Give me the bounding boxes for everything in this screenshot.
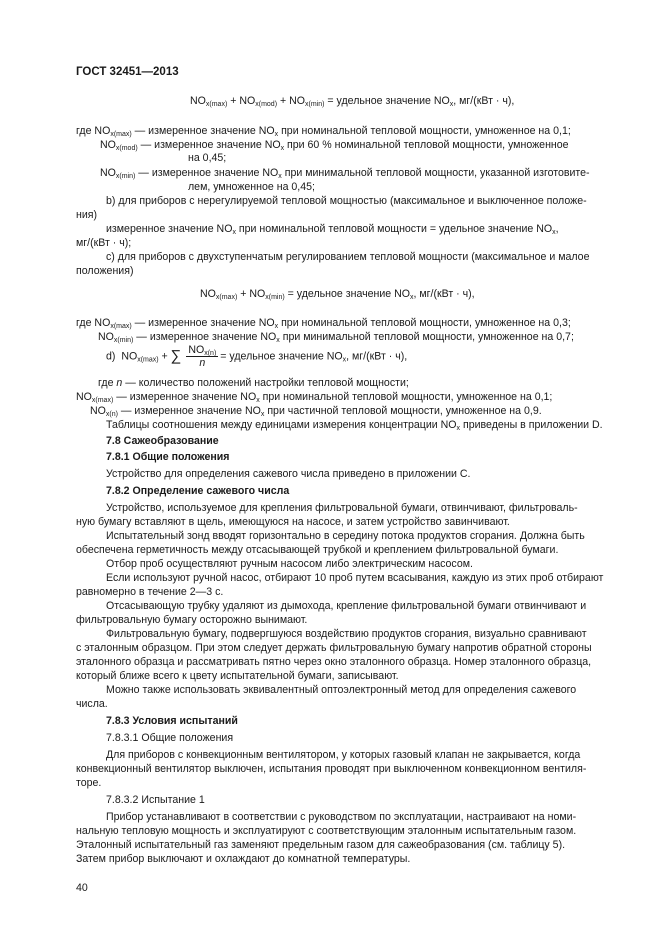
para-6-line-2: с эталонным образцом. При этом следует держать фильтровальную бумагу напротив обратной стороны — [76, 642, 592, 654]
item-b-equation: измеренное значение $NO_x$ при номинальной тепловой мощности = удельное значение $NO_x$, — [106, 223, 559, 236]
para-5-line-2: фильтровальную бумагу осторожно вынимают. — [76, 614, 308, 626]
section-7-8: 7.8 Сажеобразование — [106, 435, 219, 447]
fraction: $\frac{NO_{x(n)}}{n}$ — [188, 344, 217, 369]
para-7-line-2: числа. — [76, 698, 108, 710]
para-7-line-1: Можно также использовать эквивалентный оптоэлектронный метод для определения сажевого — [106, 684, 577, 696]
item-b-line-2: ния) — [76, 209, 98, 221]
para-9-line-3: Эталонный испытательный газ заменяют предельным газом для сажеобразования (см. таблицу 5). — [76, 839, 566, 851]
where-line-3-cont: лем, умноженное на 0,45; — [188, 181, 315, 193]
para-3-line-1: Отбор проб осуществляют ручным насосом либо электрическим насосом. — [106, 558, 473, 570]
page-number: 40 — [76, 882, 88, 894]
document-header: ГОСТ 32451—2013 — [76, 66, 179, 78]
d-where-line-2: $NO_{x(n)}$ — измеренное значение $NO_x$ при частичной тепловой мощности, умноженное на 0,9. — [90, 405, 542, 418]
item-c-line-1: c) для приборов с двухступенчатым регулированием тепловой мощности (максимальное и малое — [106, 251, 590, 263]
para-4-line-1: Если используют ручной насос, отбирают 10 проб путем всасывания, каждую из этих проб отбирают — [106, 572, 604, 584]
para-2-line-2: обеспечена герметичность между отсасывающей трубкой и креплением фильтровальной бумаги. — [76, 544, 559, 556]
d-where-line-0: где n — количество положений настройки тепловой мощности; — [98, 377, 409, 389]
d-where-line-1: $NO_{x(max)}$ — измеренное значение $NO_x$ при номинальной тепловой мощности, умноженное на 0,1; — [76, 391, 553, 404]
formula-a: $NO_{x(max)} + NO_{x(mod)} + NO_{x(min)}$ = удельное значение $NO_x$, мг/(кВт · ч), — [190, 95, 515, 108]
para-9-line-1: Прибор устанавливают в соответствии с руководством по эксплуатации, настраивают на номи- — [106, 811, 577, 823]
para-5-line-1: Отсасывающую трубку удаляют из дымохода, крепление фильтровальной бумаги отвинчивают и — [106, 600, 587, 612]
c-where-line-2: $NO_{x(min)}$ — измеренное значение $NO_x$ при минимальной тепловой мощности, умноженное на 0,7; — [98, 331, 574, 344]
para-1-line-2: ную бумагу вставляют в щель, имеющуюся на насосе, и затем устройство завинчивают. — [76, 516, 510, 528]
where-line-3: $NO_{x(min)}$ — измеренное значение $NO_x$ при минимальной тепловой мощности, указанной изготовите- — [100, 167, 590, 180]
para-9-line-4: Затем прибор выключают и охлаждают до комнатной температуры. — [76, 853, 411, 865]
para-1-line-1: Устройство, используемое для крепления фильтровальной бумаги, отвинчивают, фильтроваль- — [106, 502, 578, 514]
para-6-line-3: эталонного образца и рассматривать пятно через окно эталонного образца. Номер эталонного образца, — [76, 656, 592, 668]
formula-d: d) $NO_{x(max)}$ + ∑ $\frac{NO_{x(n)}}{n}$ = удельное значение $NO_x$, мг/(кВт · ч), — [106, 344, 408, 369]
where-line-2: $NO_{x(mod)}$ — измеренное значение $NO_x$ при 60 % номинальной тепловой мощности, умноженное — [100, 139, 569, 152]
para-8-line-1: Для приборов с конвекционным вентилятором, у которых газовый клапан не закрывается, когда — [106, 749, 581, 761]
section-7-8-1: 7.8.1 Общие положения — [106, 451, 230, 463]
para-2-line-1: Испытательный зонд вводят горизонтально в середину потока продуктов сгорания. Должна быть — [106, 530, 585, 542]
where-line-2-cont: на 0,45; — [188, 152, 227, 164]
section-7-8-3-2: 7.8.3.2 Испытание 1 — [106, 794, 205, 806]
para-6-line-4: который ближе всего к цвету испытательной бумаги, записывают. — [76, 670, 399, 682]
para-4-line-2: равномерно в течение 2—3 с. — [76, 586, 224, 598]
formula-c: $NO_{x(max)} + NO_{x(min)}$ = удельное значение $NO_x$, мг/(кВт · ч), — [200, 288, 475, 301]
section-7-8-3-1: 7.8.3.1 Общие положения — [106, 732, 234, 744]
item-b-equation-cont: мг/(кВт · ч); — [76, 237, 132, 249]
tables-note: Таблицы соотношения между единицами измерения концентрации $NO_x$ приведены в приложении D. — [106, 419, 603, 432]
c-where-line-1: где $NO_{x(max)}$ — измеренное значение $NO_x$ при номинальной тепловой мощности, умноженное на 0,3; — [76, 317, 571, 330]
para-6-line-1: Фильтровальную бумагу, подвергшуюся воздействию продуктов сгорания, визуально сравнивают — [106, 628, 587, 640]
para-8-line-2: конвекционный вентилятор выключен, испытания проводят при выключенном конвекционном вентиля- — [76, 763, 587, 775]
where-line-1: где $NO_{x(max)}$ — измеренное значение $NO_x$ при номинальной тепловой мощности, умноженное на 0,1; — [76, 125, 571, 138]
para-9-line-2: нальную тепловую мощность и эксплуатируют с соответствующим эталонным испытательным газом. — [76, 825, 577, 837]
item-c-line-2: положения) — [76, 265, 134, 277]
section-7-8-1-text: Устройство для определения сажевого числа приведено в приложении С. — [106, 468, 471, 480]
item-b-line-1: b) для приборов с нерегулируемой тепловой мощностью (максимальное и выключенное положе- — [106, 195, 587, 207]
para-8-line-3: торе. — [76, 777, 102, 789]
section-7-8-3: 7.8.3 Условия испытаний — [106, 715, 238, 727]
section-7-8-2: 7.8.2 Определение сажевого числа — [106, 485, 290, 497]
